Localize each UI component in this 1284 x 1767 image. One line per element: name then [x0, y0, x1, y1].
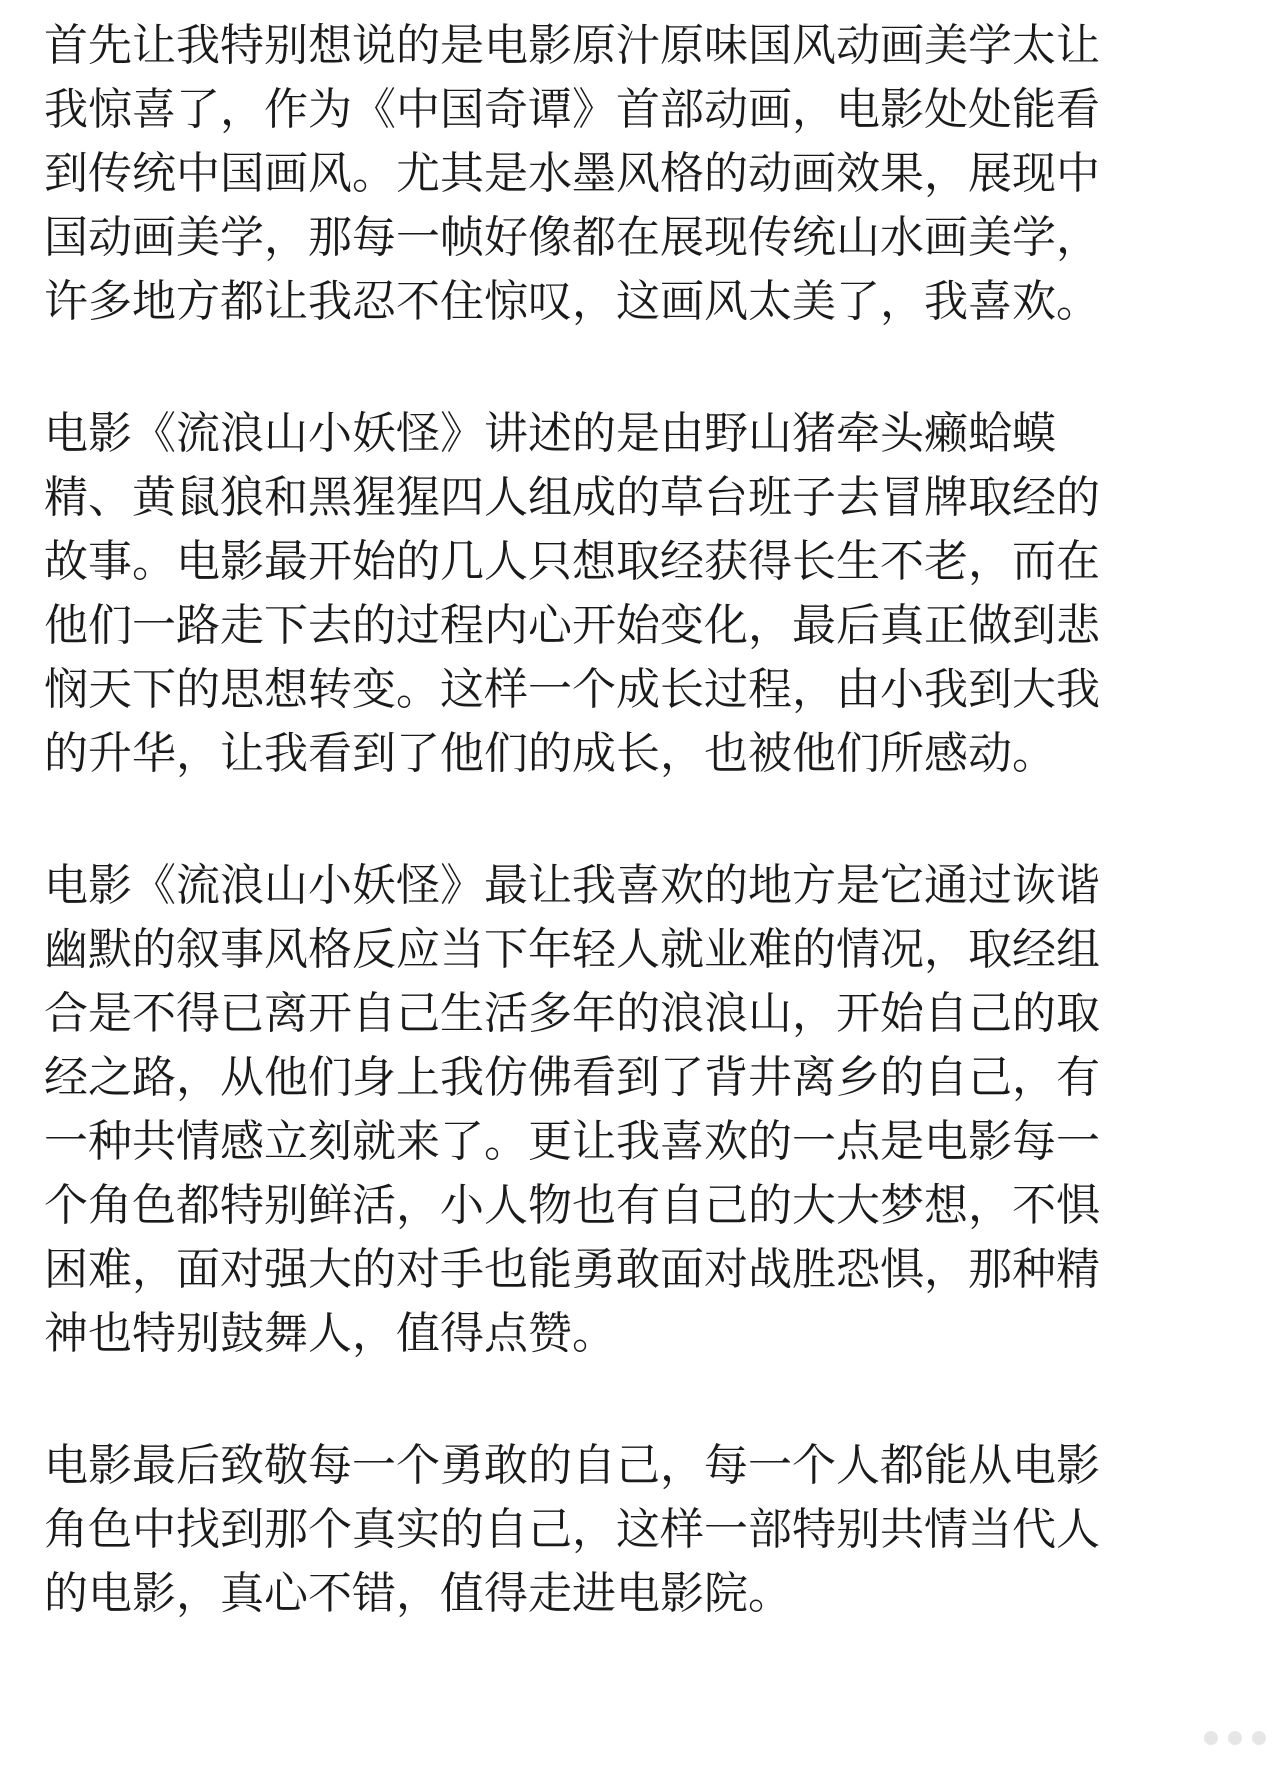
paragraph-gap	[44, 1366, 1244, 1434]
text-line: 的电影，真心不错，值得走进电影院。	[44, 1568, 792, 1619]
article-body	[44, 14, 1244, 1626]
paragraph-4	[44, 1434, 1244, 1626]
text-line: 到传统中国画风。尤其是水墨风格的动画效果，展现中	[44, 148, 1100, 199]
paragraph-3	[44, 854, 1244, 1366]
text-line: 个角色都特别鲜活，小人物也有自己的大大梦想，不惧	[44, 1180, 1100, 1231]
text-line: 神也特别鼓舞人，值得点赞。	[44, 1308, 616, 1359]
text-line: 许多地方都让我忍不住惊叹，这画风太美了，我喜欢。	[44, 276, 1100, 327]
text-line: 一种共情感立刻就来了。更让我喜欢的一点是电影每一	[44, 1116, 1100, 1167]
text-line: 合是不得已离开自己生活多年的浪浪山，开始自己的取	[44, 988, 1100, 1039]
paragraph-1	[44, 14, 1244, 334]
text-line: 我惊喜了，作为《中国奇谭》首部动画，电影处处能看	[44, 84, 1100, 135]
text-line: 首先让我特别想说的是电影原汁原味国风动画美学太让	[44, 20, 1100, 71]
text-line: 国动画美学，那每一帧好像都在展现传统山水画美学，	[44, 212, 1100, 263]
text-line: 精、黄鼠狼和黑猩猩四人组成的草台班子去冒牌取经的	[44, 472, 1100, 523]
text-line: 的升华，让我看到了他们的成长，也被他们所感动。	[44, 728, 1056, 779]
text-line: 角色中找到那个真实的自己，这样一部特别共情当代人	[44, 1504, 1100, 1555]
paragraph-gap	[44, 334, 1244, 402]
paragraph-2	[44, 402, 1244, 786]
text-line: 电影《流浪山小妖怪》最让我喜欢的地方是它通过诙谐	[44, 860, 1100, 911]
text-line: 幽默的叙事风格反应当下年轻人就业难的情况，取经组	[44, 924, 1100, 975]
text-line: 悯天下的思想转变。这样一个成长过程，由小我到大我	[44, 664, 1100, 715]
text-line: 电影最后致敬每一个勇敢的自己，每一个人都能从电影	[44, 1440, 1100, 1491]
text-line: 他们一路走下去的过程内心开始变化，最后真正做到悲	[44, 600, 1100, 651]
text-line: 困难，面对强大的对手也能勇敢面对战胜恐惧，那种精	[44, 1244, 1100, 1295]
text-line: 故事。电影最开始的几人只想取经获得长生不老，而在	[44, 536, 1100, 587]
watermark-dots	[1204, 1731, 1266, 1745]
text-line: 经之路，从他们身上我仿佛看到了背井离乡的自己，有	[44, 1052, 1100, 1103]
dot-icon	[1228, 1731, 1242, 1745]
paragraph-gap	[44, 786, 1244, 854]
text-line: 电影《流浪山小妖怪》讲述的是由野山猪牵头癞蛤蟆	[44, 408, 1056, 459]
dot-icon	[1252, 1731, 1266, 1745]
dot-icon	[1204, 1731, 1218, 1745]
